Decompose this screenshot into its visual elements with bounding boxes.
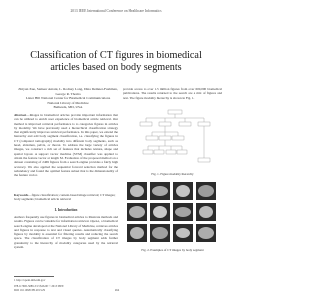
tree-node	[146, 136, 158, 140]
abstract-label: Abstract	[14, 113, 27, 117]
tree-node	[143, 150, 153, 154]
abstract	[14, 113, 118, 177]
introduction-text: Authors frequently use figures in biomedical articles to illustrate methods and results. Figures can be valuable for information retrieval. Open-i, a biomedical search engine developed at the National Library of Medicine, retrieves articles and figures in response to text and visual queries. Automatically classifying figures by modality is essential for filtering results and reducing the search space. The classification of CT images by body segment adds further granularity to the hierarchy of modality categories used by the retrieval system.	[14, 215, 118, 250]
author-block	[14, 87, 122, 110]
tree-node	[198, 158, 210, 162]
tree-node	[168, 110, 182, 114]
paper-title: Classification of CT figures in biomedical articles based on body segments	[30, 50, 202, 74]
affiliation-line-2: National Library of Medicine	[47, 100, 89, 105]
tree-node	[198, 122, 210, 126]
keywords-text: —figure classification; content-based image retrieval; CT images; body segments; biomedical article retrieval	[14, 193, 116, 202]
keywords	[14, 193, 118, 202]
tree-node	[140, 122, 152, 126]
figure-2-ct-thumbnails	[123, 180, 222, 244]
figure-1-caption: Fig. 1. Figure modality hierarchy	[151, 172, 194, 176]
tree-node	[179, 122, 191, 126]
tree-node	[166, 150, 176, 154]
abstract-text: —Images in biomedical articles provide important information that can be utilized to enrich user experience of biomedical article retrieval. Our method is improved retrieval performance is to categorize figures in articles by modality. We have previously used a hierarchical classification strategy that significantly improves retrieval performance. In this paper, we extend the hierarchy and add body segment classification, i.e. classifying the figures in CT (computed tomography) modality into different body segments, such as head, abdomen, pelvis, or thorax. To address the large variety of articles images, we construct a rich set of features that includes texture, shape and spatial layout. A support vector machine (SVM) classifier was applied to obtain the feature vector at length M. Evaluation of the proposed method on a dataset consisting of 2469 figures from a search engine provides a fairly high accuracy. We also applied the sequential forward selection method for the redundancy and found the optimal feature subset that is the dimensionality of the feature vector.	[14, 113, 118, 178]
page-number: 264	[114, 289, 120, 292]
affiliation-line-1: Lister Hill National Center for Biomedical Communications	[25, 96, 111, 101]
footer-publication-info	[14, 285, 84, 292]
footnote: 1 http://openi.nlm.nih.gov	[14, 278, 46, 282]
tree-node	[154, 150, 164, 154]
tree-node	[177, 150, 187, 154]
figure-2-caption: Fig. 2. Examples of CT images by body segment	[141, 248, 204, 252]
right-column-text: provide access to over 1.5 million figures from over 600,000 biomedical publications. The results returned to the search are a mix of figures and text. The figure modality hierarchy is shown in Fig. 1.	[123, 87, 222, 100]
section-heading-introduction: I. Introduction	[54, 208, 78, 212]
author-names: Zhiyun Xue, Sameer Antani, L. Rodney Long, Dina Demner-Fushman, George R. Thoma	[18, 87, 118, 96]
affiliation-line-3: Bethesda, MD, USA	[53, 105, 83, 110]
tree-node	[159, 136, 171, 140]
footer-isbn: 978-0-7695-5089-3/13 $26.00 © 2013 IEEE	[14, 285, 64, 288]
keywords-label: Keywords	[14, 193, 29, 197]
footer-doi: DOI 10.1109/ICHI.2013.29	[14, 288, 45, 292]
conference-header: 2013 IEEE International Conference on Healthcare Informatics	[70, 9, 162, 13]
tree-node	[172, 136, 184, 140]
footnote-divider	[14, 276, 54, 277]
tree-node	[159, 122, 171, 126]
figure-1-hierarchy-diagram	[138, 108, 212, 168]
